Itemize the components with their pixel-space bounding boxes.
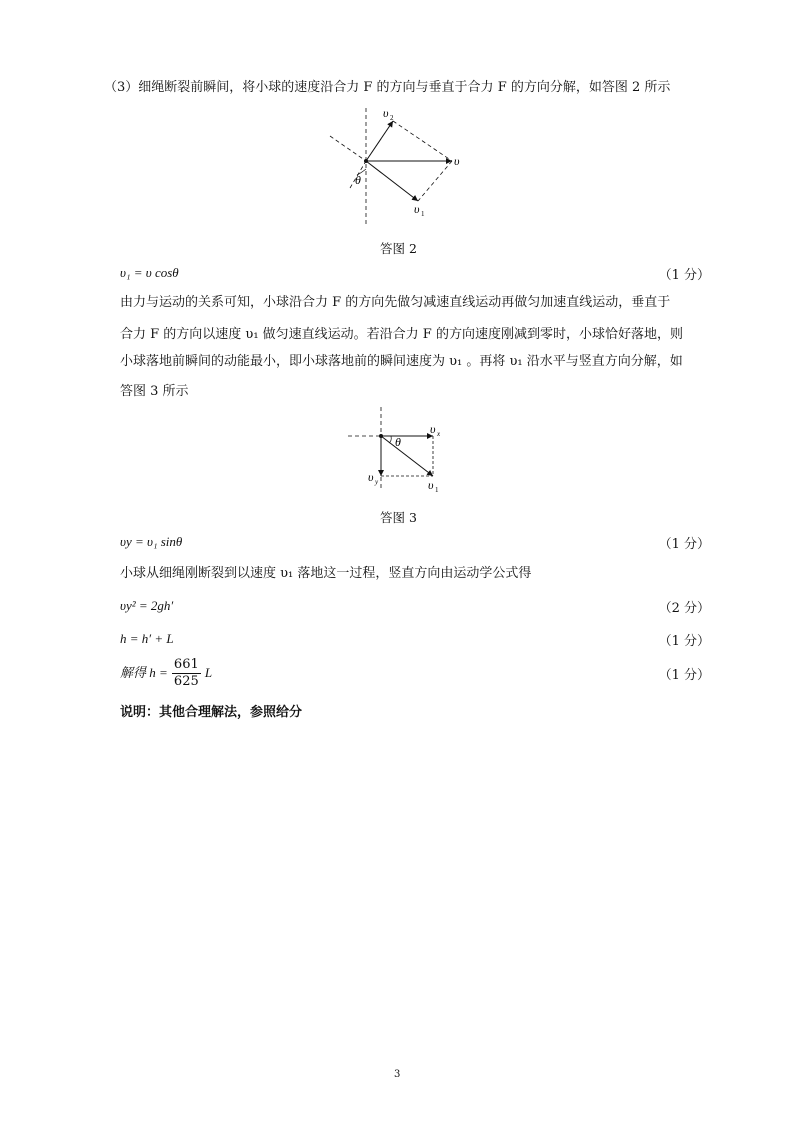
figure-2-caption: 答图 2 (380, 241, 417, 256)
svg-text:2: 2 (390, 114, 394, 122)
paragraph-3: 小球从细绳刚断裂到以速度 υ₁ 落地这一过程，竖直方向由运动学公式得 (120, 566, 532, 581)
equation-5-suffix: L (204, 665, 213, 680)
equation-3-score: （2 分） (658, 601, 710, 616)
page-number: 3 (394, 1069, 401, 1080)
equation-1-score: （1 分） (658, 268, 710, 283)
equation-4: h = h′ + L (120, 631, 174, 646)
label-v1: υ (414, 202, 420, 216)
svg-text:y: y (375, 478, 379, 486)
label-v1: υ (428, 478, 434, 492)
equation-3: υy² = 2gh′ (120, 598, 174, 613)
label-theta: θ (395, 435, 401, 449)
fraction-numerator: 661 (173, 657, 199, 672)
svg-text:x: x (437, 430, 441, 438)
paragraph-2-line-3: 小球落地前瞬间的动能最小，即小球落地前的瞬间速度为 υ₁ 。再将 υ₁ 沿水平与竖直方向分解，如 (120, 354, 683, 369)
equation-1: υ₁ = υ cosθ (120, 265, 179, 280)
intro-paragraph: （3）细绳断裂前瞬间，将小球的速度沿合力 F 的方向与垂直于合力 F 的方向分解，如答图 2 所示 (104, 80, 671, 95)
label-v: υ (454, 154, 460, 168)
paragraph-2-line-1: 由力与运动的关系可知，小球沿合力 F 的方向先做匀减速直线运动再做匀加速直线运动，垂直于 (120, 295, 671, 310)
equation-5 (120, 656, 212, 691)
fraction (172, 657, 201, 690)
equation-2: υy = υ₁ sinθ (120, 534, 183, 549)
label-v2: υ (383, 106, 389, 120)
label-vy: υ (368, 470, 374, 484)
figure-2-diagram (325, 103, 470, 228)
svg-text:1: 1 (435, 486, 439, 494)
equation-5-score: （1 分） (658, 668, 710, 683)
fraction-denominator: 625 (173, 674, 199, 689)
label-vx: υ (430, 422, 436, 436)
figure-3-diagram (345, 405, 455, 497)
svg-text:1: 1 (421, 210, 425, 218)
equation-4-score: （1 分） (658, 634, 710, 649)
figure-3-caption: 答图 3 (380, 510, 417, 525)
label-theta: θ (355, 173, 361, 187)
paragraph-2-line-4: 答图 3 所示 (120, 384, 189, 399)
equation-2-score: （1 分） (658, 537, 710, 552)
scoring-note: 说明：其他合理解法，参照给分 (120, 705, 303, 720)
paragraph-2-line-2: 合力 F 的方向以速度 υ₁ 做匀速直线运动。若沿合力 F 的方向速度刚减到零时，小球恰好落地，则 (120, 327, 683, 342)
equation-5-prefix: 解得 h = (120, 665, 168, 680)
